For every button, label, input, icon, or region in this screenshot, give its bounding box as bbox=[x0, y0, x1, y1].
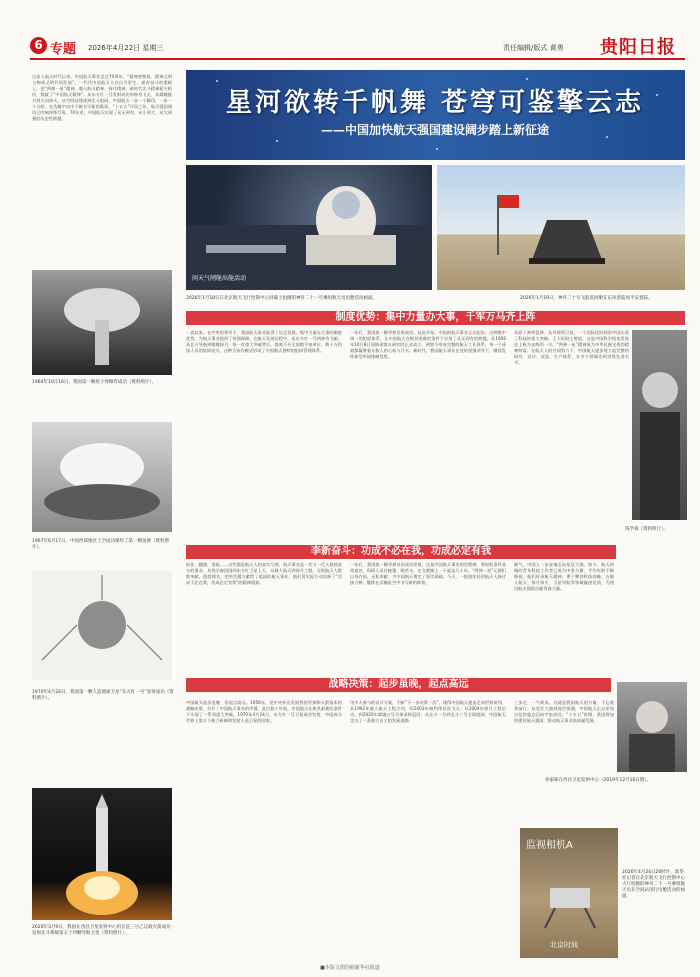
section-heading-1: 制度优势：集中力量办大事，千军万马齐上阵 bbox=[186, 311, 685, 325]
s3-column-3: 三步走，一气呵成。这就是我国航天的力量，不忘使命前行。从苍茫大漠到深空探测，中国航天正以更加自信的姿态迈向宇宙深处。“十五五”时期，我国将加快建设航天强国，推动航天事业高质量发展。 bbox=[514, 700, 614, 723]
s1-column-2: 一年后，我国第一颗导弹发射成功。从此开始，中国的航天事业正式起步。这种集中统一的组织体系，让中国航天在极其困难的条件下实现了从无到有的跨越。从1956年10月8日国防部第五研究院正式成立，到如今形成完整的航天工业体系，每一个成就都凝聚着无数人的心血与汗水。新时代，我国航天事业在党的坚强领导下，继续发挥新型举国体制优势。 bbox=[350, 330, 506, 359]
s1-column-1: 一直以来，在中央的领导下，我国航天事业取得了长足发展。集中力量办大事的制度优势，为航天事业提供了坚强保障。在航天发展历程中，从东方红一号到神舟飞船，从北斗导航到嫦娥探月，每一次重大突破背后，都离不开全国数千家单位、数十万科技人员的协同攻关。这种大协作模式形成了中国航天独特的组织管理体系。 bbox=[186, 330, 342, 353]
headline-banner bbox=[186, 70, 685, 160]
nuclear-test-photo bbox=[32, 270, 172, 375]
section-heading-3: 战略决策：起步虽晚，起点高远 bbox=[186, 678, 611, 692]
spacewalk-photo bbox=[186, 165, 432, 290]
capsule-caption: 2026年1月19日，神舟二十号飞船返回舱在东风着陆场平安着陆。 bbox=[520, 296, 653, 301]
s2-column-1: 前往、翻越、进取……这些都是航天人的真实写照。航天事业是一代又一代人接续奋斗的事业。从钱学森回国到东方红卫星上天，从载人航天到探月工程，无数航天人默默奉献，隐姓埋名，把毕生精力献给了祖国的航天事业。他们用实际行动诠释了“功成不必在我，功成必定有我”的精神境界。 bbox=[186, 562, 342, 585]
portrait-2-illustration bbox=[617, 682, 687, 772]
bomb-test-photo bbox=[32, 422, 172, 532]
section-heading-2: 李新奋斗：功成不必在我，功成必定有我 bbox=[186, 545, 616, 559]
monitor-camera-label: 监视相机A bbox=[526, 840, 573, 851]
s2-column-2: 一年后，我国第一颗导弹首次成功发射，这是中国航天事业的里程碑。那时的条件非常艰苦，科研人员住帐篷、喝苦水，在戈壁滩上一干就是几十年。“两弹一星”元勋们以身许国、无私奉献，为中国航天奠定了坚实基础。今天，一批批年轻的航天人接过接力棒，继续在浩瀚星空中书写新的辉煌。 bbox=[350, 562, 506, 585]
satellite-photo bbox=[32, 570, 172, 680]
capsule-illustration bbox=[437, 165, 685, 290]
portrait-illustration bbox=[632, 330, 687, 520]
satellite-caption: 1970年4月24日，我国第一颗人造地球卫星“东方红一号”发射成功（资料照片）。 bbox=[32, 690, 174, 701]
sub-headline: ——中国加快航天强国建设阔步踏上新征途 bbox=[320, 123, 549, 137]
capsule-photo bbox=[437, 165, 685, 290]
page-number-badge: 6 bbox=[30, 37, 47, 54]
section-label: 专题 bbox=[50, 42, 77, 57]
s2-column-3: 硬气，中国人一步步地迈向星辰大海。如今，航天领域的青年科技工作者已成为中坚力量，平均年龄不断降低。他们传承航天精神，勇于攀登科技高峰，在载人航天、探月探火、卫星导航等领域屡创佳绩，为建设航天强国贡献青春力量。 bbox=[514, 562, 614, 591]
rocket-launch-photo bbox=[32, 788, 172, 920]
mars-monitor-caption: 2026年4月24日20时许，新华社记者在北京航天飞行控制中心大厅拍摄的神舟二十一号乘组航天员在空间站进行出舱活动的画面。 bbox=[622, 870, 685, 899]
satellite-illustration bbox=[32, 570, 172, 680]
issue-date: 2026年4月22日 星期三 bbox=[88, 44, 164, 52]
nuclear-test-caption: 1964年10月16日，我国第一颗原子弹爆炸成功（资料照片）。 bbox=[32, 380, 157, 385]
portrait-1-photo bbox=[632, 330, 687, 520]
newspaper-masthead: 贵阳日报 bbox=[600, 37, 676, 58]
spacewalk-label: 问天气闸舱出舱活动 bbox=[192, 275, 247, 282]
astronaut-illustration bbox=[186, 165, 432, 290]
s3-column-2: 用多人参与的设计方案，不断“下一步决策一次”，使得中国航天逐步走向世界前列。从1992年载人航天工程立项，到2003年杨利伟首次飞天；从2004年探月工程启动，到2020年嫦娥五号月球采样返回；从北斗一号到北斗三号全球组网，中国航天走出了一条独立自主的发展道路。 bbox=[350, 700, 506, 723]
blast-illustration bbox=[32, 422, 172, 532]
s3-column-1: 中国航天起步虽晚，但起点高远。1956年，党中央作出发展我国导弹和火箭技术的战略决策，拉开了中国航天事业的序幕。此后数十年间，中国航天在极其艰难的条件下实现了一系列重大突破。1970年4月24日，东方红一号卫星成功发射，中国成为世界上第五个独立研制和发射人造卫星的国家。 bbox=[186, 700, 342, 723]
page-header bbox=[0, 0, 700, 62]
page-footer: ■本版文图均据新华社报道 bbox=[320, 965, 380, 971]
beijing-time-label: 北京时间 bbox=[550, 941, 578, 949]
header-divider bbox=[30, 58, 685, 60]
mushroom-cloud-illustration bbox=[32, 270, 172, 375]
portrait-2-caption: 孙家栋在西昌卫星发射中心（2019年12月16日摄）。 bbox=[545, 778, 652, 783]
rocket-launch-caption: 2020年3月9日，我国在西昌卫星发射中心用长征三号乙运载火箭成功发射北斗系统第五十四颗导航卫星（资料照片）。 bbox=[32, 925, 171, 936]
portrait-1-caption: 钱学森（资料照片）。 bbox=[625, 527, 668, 532]
intro-column: 自步入航天时代以来，中国航天事业走过70周年。“精神变物质，精神文明与物质文明共同发展”。一代代中国航天人在自力更生、艰苦奋斗的道路上，把“两弹一星”精神、载人航天精神、探月精神、新时代北斗精神薪火相传，铸就了“中国航天精神”。从东方红一号发射成功到神舟飞天，从嫦娥揽月到天问探火，从空间站建成到北斗组网，中国航天一步一个脚印，一步一个台阶，在浩瀚宇宙中不断书写新的篇章。“十五五”开局之年，航天强国建设已吹响冲锋号角。70年来，中国航天实现了从无到有、从小到大、从大到强的历史性跨越。 bbox=[32, 74, 172, 121]
editor-credit: 责任编辑/版式 黄勇 bbox=[503, 44, 564, 52]
main-headline: 星河欲转千帆舞 苍穹可鉴擎云志 bbox=[225, 88, 645, 118]
spacewalk-caption: 2026年1月18日在北京航天飞行控制中心屏幕上拍摄的神舟二十一号乘组航天员出舱活动画面。 bbox=[186, 296, 378, 301]
s1-column-3: 从原子弹到氢弹，从导弹到卫星，一个国际化时间里中国实现了科技的重大突破。王大珩院士曾说，这是中国科学技术发展史上极为光辉的一页。“两弹一星”精神成为中华民族宝贵的精神财富。在航天人的共同努力下，中国航天逐步建立起完整的研究、设计、试验、生产体系，在多个领域达到世界先进水平。 bbox=[514, 330, 629, 365]
portrait-2-photo bbox=[617, 682, 687, 772]
mars-monitor-photo bbox=[520, 828, 618, 958]
bomb-test-caption: 1967年6月17日，中国西部地区上空成功爆炸了第一颗氢弹（资料照片）。 bbox=[32, 539, 170, 550]
rocket-illustration bbox=[32, 788, 172, 920]
